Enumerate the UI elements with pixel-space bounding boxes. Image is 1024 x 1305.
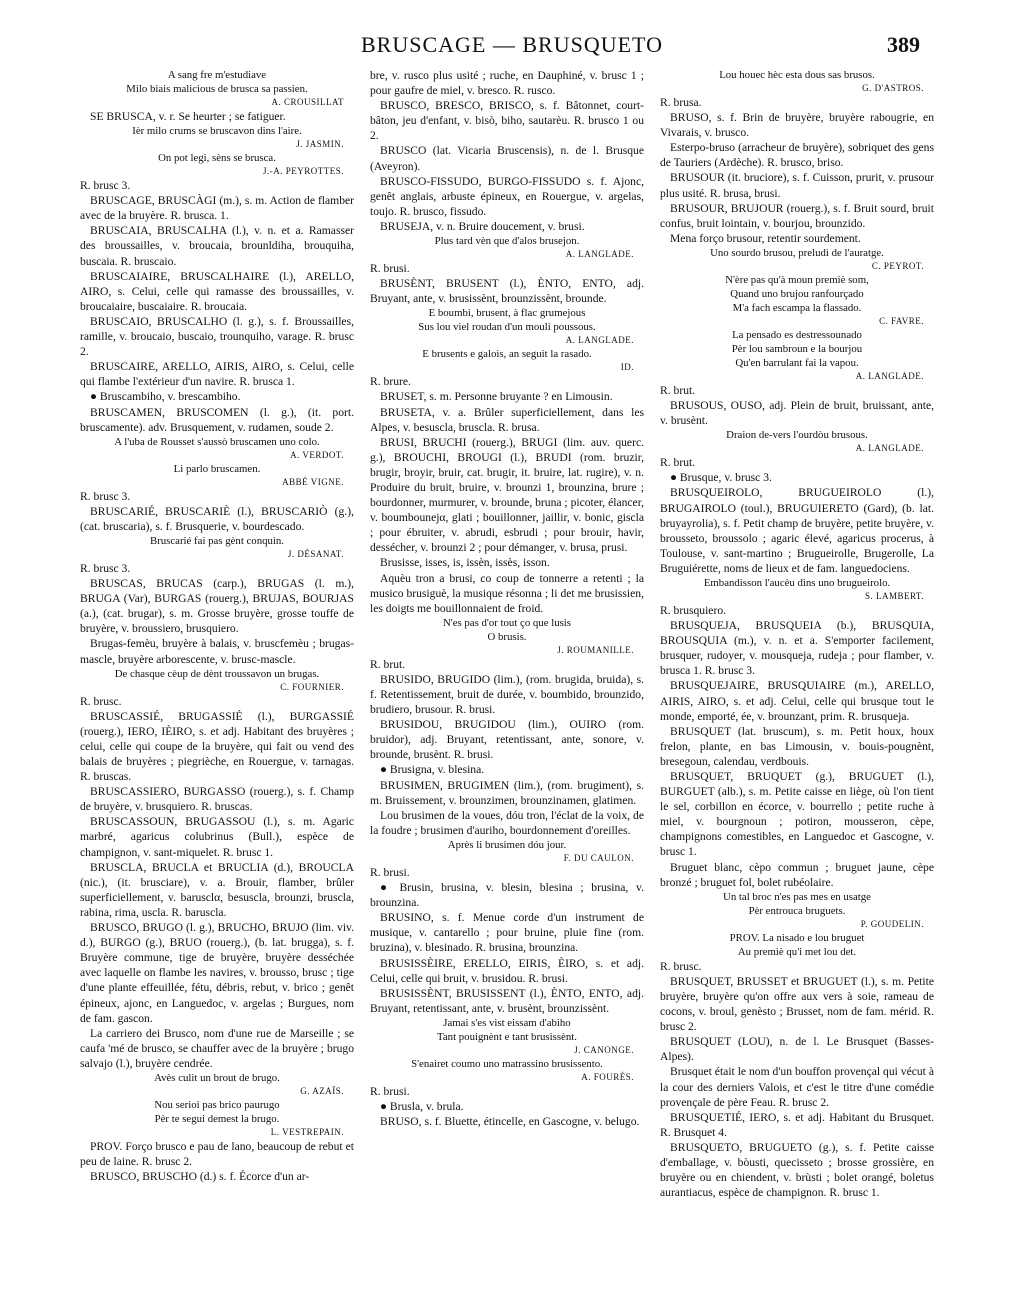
entry-paragraph: BRUSQUET, BRUQUET (g.), BRUGUET (l.), BURGUET (alb.), s. m. Petite caisse en liège, où l'on tient le sel, corbillon en écorce, v. bourrello ; petite ruche à miel, v. bourgnoun ; potiron, mousseron, cèpe, champignons comestibles, en Languedoc et Gascogne, v. brusc 1. (660, 770, 934, 859)
reference-line: R. brusi. (370, 865, 410, 879)
entry-paragraph: BRUSCAGE, BRUSCÀGI (m.), s. m. Action de flamber avec de la bruyère. R. brusca. 1. (80, 194, 354, 223)
attribution-line: S. LAMBERT. (864, 590, 924, 601)
attribution-line: C. FAVRE. (879, 315, 924, 326)
entry-paragraph: BRUSIDO, BRUGIDO (lim.), (rom. brugida, bruida), s. f. Retentissement, bruit de durée, v. boumbido, brounzido, brudiero, brusour. R. brusi. (370, 672, 644, 717)
column-2 (370, 68, 644, 1268)
quotation-line: Draion de-vers l'ourdòu brusous. (726, 429, 868, 442)
attribution-line: ABBÉ VIGNE. (282, 476, 344, 487)
entry-paragraph: Aquèu tron a brusi, co coup de tonnerre a retenti ; la musico brusiguè, la musique résonna ; li det me brusissien, les doigts me bouillonnaient de froid. (370, 571, 644, 615)
quotation-line: Embandisson l'aucèu dins uno brugueirolo. (703, 576, 891, 589)
quotation-line: Avès culit un brout de brugo. (154, 1071, 280, 1084)
attribution-line: A. FOURÈS. (581, 1071, 634, 1082)
entry-paragraph: Brusquet était le nom d'un bouffon provençal qui vécut à la cour des derniers Valois, et c'est le titre d'une comédie provençale de père Feau. R. brusc 2. (660, 1065, 934, 1109)
entry-paragraph: BRUSQUET (LOU), n. de l. Le Brusquet (Basses-Alpes). (660, 1035, 934, 1064)
reference-line: bre, v. rusco plus usité ; ruche, en Dauphiné, v. brusc 1 ; pour gaufre de miel, v. bresco. R. rusco. (370, 69, 644, 98)
quotation-line: Ièr milo crums se bruscavon dins l'aire. (132, 125, 302, 138)
entry-paragraph: BRUSQUEIROLO, BRUGUEIROLO (l.), BRUGAIROLO (toul.), BRUGUIERETO (Gard), (b. lat. bruyayrolia), s. f. Petit champ de bruyère, petite bruyère, v. brousseto, broussolo ; agaric élevé, agaricus procerus, à Toulouse, v. sant-martino ; Brugueirolle, Brugerolle, La Bruguiérette, noms de lieux et de fam. languedociens. (660, 486, 934, 575)
entry-paragraph: BRUSCAIAIRE, BRUSCALHAIRE (l.), ARELLO, AIRO, s. Celui, celle qui ramasse des broussailles, v. broucaiaire, buscaiaire. R. broucaia. (80, 269, 354, 313)
reference-line: R. brusa. (660, 96, 702, 109)
entry-paragraph: BRUSOUS, OUSO, adj. Plein de bruit, bruissant, ante, v. brusènt. (660, 399, 934, 428)
entry-paragraph: Esterpo-bruso (arracheur de bruyère), sobriquet des gens de Tauriers (Ardèche). R. brusco, briso. (660, 141, 934, 170)
entry-paragraph: BRUSCLA, BRUCLA et BRUCLIA (d.), BROUCLA (nic.), (it. brusciare), v. a. Brouir, flamber, brûler superficiellement, v. barusclα, besuscla, brounzi, bruscla, rabina, rima, uscla. R. baruscla. (80, 860, 354, 919)
entry-paragraph: BRUSOUR, BRUJOUR (rouerg.), s. f. Bruit sourd, bruit confus, bruit lointain, v. bourjou, brounzido. (660, 201, 934, 230)
attribution-line: A. CROUSILLAT (271, 97, 344, 107)
quotation-line: E brusents e galois, an seguit la rasado. (422, 348, 592, 361)
quotation-line: Uno sourdo brusou, preludi de l'auratge. (710, 246, 884, 259)
quotation-line: M'a fach escampa la flassado. (732, 301, 862, 314)
entry-paragraph: SE BRUSCA, v. r. Se heurter ; se fatiguer. (90, 110, 286, 123)
entry-paragraph: BRUSQUEJA, BRUSQUEIA (b.), BRUSQUIA, BROUSQUIA (m.), v. n. et a. S'emporter facilement, brusquer, rudoyer, v. mousqueja, rudeja ; pour flamber, v. brusca 1. R. brusc 3. (660, 619, 934, 678)
attribution-line: J. DÉSANAT. (287, 548, 344, 559)
attribution-line: A. LANGLADE. (565, 249, 634, 260)
entry-paragraph: BRUSQUETIÉ, IERO, s. et adj. Habitant du Brusquet. R. Brusquet 4. (660, 1110, 934, 1139)
entry-paragraph: BRUSCASSIÉ, BRUGASSIÉ (l.), BURGASSIÉ (rouerg.), IERO, IÈIRO, s. et adj. Habitant des bruyères ; celui, celle qui coupe de la bruyère, qui fait ou vend des balais de bruyères ; piegrièche, en Rouergue, v. tarnagas. R. bruscas. (80, 709, 354, 784)
quotation-line: Après li brusimen dóu jour. (447, 838, 567, 851)
attribution-line: J.-A. PEYROTTES. (262, 166, 344, 177)
quotation-line: Quand uno brujou ranfourçado (730, 287, 864, 300)
quotation-line: A l'uba de Rousset s'aussò bruscamen uno colo. (114, 435, 320, 448)
entry-paragraph: BRUSCO, BRESCO, BRISCO, s. f. Bâtonnet, court-bâton, jeu d'enfant, v. bisò, biho, sautarèu. R. brusco 1 ou 2. (370, 99, 644, 143)
reference-line: R. brusi. (370, 1084, 410, 1098)
attribution-line: F. DU CAULON. (563, 852, 634, 863)
reference-line: R. brusc 3. (80, 489, 131, 503)
entry-paragraph: BRUSQUET (lat. bruscum), s. m. Petit houx, houx frelon, plante, en bas Limousin, v. bouis-pougnènt, bresegoun, calendau, verdbouis. (660, 724, 934, 768)
quotation-line: Qu'en barrulant fai la vapou. (735, 356, 859, 369)
entry-paragraph: BRUSINO, s. f. Menue corde d'un instrument de musique, v. cantarello ; pour bruine, pluie fine (rom. bruzina), v. blesinado. R. brusina, brounzina. (370, 911, 644, 955)
attribution-line: C. FOURNIER. (280, 681, 344, 692)
attribution-line: J. CANONGE. (574, 1044, 634, 1055)
entry-paragraph: Lou brusimen de la voues, dóu tron, l'éclat de la voix, de la foudre ; brusimen d'auriho, bourdonnement d'oreilles. (370, 808, 644, 837)
entry-paragraph: BRUSCO, BRUSCHO (d.) s. f. Écorce d'un ar- (90, 1170, 310, 1184)
entry-paragraph: BRUSETA, v. a. Brûler superficiellement, dans les Alpes, v. besuscla, bruscla. R. brusa. (370, 405, 644, 434)
entry-paragraph: BRUSISSÈNT, BRUSISSENT (l.), ÈNTO, ENTO, adj. Bruyant, retentissant, ante, v. brusènt, brounzissènt. (370, 986, 644, 1015)
quotation-line: N'ère pas qu'à moun premiè som, (725, 273, 869, 286)
entry-paragraph: BRUSO, s. f. Bluette, étincelle, en Gascogne, v. belugo. (380, 1115, 640, 1129)
quotation-line: Au premiè qu'i met lou det. (737, 945, 857, 958)
entry-paragraph: PROV. Forço brusco e pau de lano, beaucoup de rebut et peu de laine. R. brusc 2. (80, 1139, 354, 1169)
attribution-line: C. PEYROT. (871, 260, 924, 271)
reference-line: R. brut. (660, 383, 696, 397)
entry-paragraph: BRUSCAIRE, ARELLO, AIRIS, AIRO, s. Celui, celle qui flambe l'extérieur d'un navire. R. brusca 1. (80, 360, 354, 389)
entry-paragraph: BRUSCO-FISSUDO, BURGO-FISSUDO s. f. Ajonc, genêt anglais, arbuste épineux, en Rouergue, v. argelas, toujo. R. brusco, fissudo. (370, 174, 644, 218)
quotation-line: On pot legi, sèns se brusca. (158, 152, 276, 165)
entry-paragraph: BRUSQUEJAIRE, BRUSQUIAIRE (m.), ARELLO, AIRIS, AIRO, s. et adj. Celui, celle qui brusque tout le monde, emporté, ée, v. brounzant, prim. R. brusqueja. (660, 679, 934, 723)
quotation-line: Plus tard vèn que d'alos brusejon. (434, 235, 580, 248)
entry-paragraph: BRUSCO, BRUGO (l. g.), BRUCHO, BRUJO (lim. viv. d.), BURGO (g.), BRUO (rouerg.), (b. lat. brugga), s. f. Bruyère commune, tige de bruyère, bruyère desséchée avec laquelle on flambe les navires, v. brousso, brusc ; tige d'une plante effeuillée, fétu, débris, rebut, v. brico ; genêt épineux, ajonc, en Languedoc, v. argelas ; Burgues, nom de fam. gascon. (80, 921, 354, 1025)
quotation-line: Li parlo bruscamen. (173, 462, 261, 475)
entry-paragraph: BRUSCAMEN, BRUSCOMEN (l. g.), (it. port. bruscamente). adv. Brusquement, v. rudamen, soude 2. (80, 405, 354, 434)
entry-paragraph: Brugas-femèu, bruyère à balais, v. bruscfemèu ; brugas-mascle, bruyère arborescente, v. brusc-mascle. (80, 637, 354, 666)
entry-paragraph: BRUSÈNT, BRUSENT (l.), ÈNTO, ENTO, adj. Bruyant, ante, v. brusissènt, brounzissènt, brounde. (370, 277, 644, 306)
entry-paragraph: BRUSCAIO, BRUSCALHO (l. g.), s. f. Broussailles, ramille, v. broucaio, buscaio, trounquiho, varage. R. brusc 2. (80, 314, 354, 359)
attribution-line: G. D'ASTROS. (862, 83, 924, 93)
quotation-line: PROV. La nisado e lou bruguet (729, 931, 865, 944)
attribution-line: J. JASMIN. (296, 139, 344, 150)
entry-paragraph: BRUSO, s. f. Brin de bruyère, bruyère rabougrie, en Vivarais, v. brusco. (660, 111, 934, 140)
entry-paragraph: BRUSISSÈIRE, ERELLO, EIRIS, ÈIRO, s. et adj. Celui, celle qui bruit, v. brusidou. R. brusi. (370, 956, 644, 985)
entry-paragraph: BRUSET, s. m. Personne bruyante ? en Limousin. (380, 390, 613, 404)
quotation-line: Milo biais malicious de brusca sa passien. (126, 83, 308, 95)
quotation-line: La pensado es destressounado (732, 328, 862, 341)
attribution-line: A. LANGLADE. (855, 443, 924, 454)
quotation-line: Lou houec hèc esta dous sas brusos. (719, 69, 875, 81)
reference-line: R. brusc 3. (80, 179, 131, 193)
entry-paragraph: BRUSQUET, BRUSSET et BRUGUET (l.), s. m. Petite bruyère, bruyère qu'on offre aux vers à soie, rameau de cocons, v. broul, genèsto ; Brusset, nom de fam. mérid. R. brusc 2. (660, 974, 934, 1034)
quotation-line: S'enairet coumo uno matrassino brusissento. (411, 1057, 603, 1070)
reference-line: R. brusc. (660, 959, 702, 973)
quotation-line: De chasque cèup de dènt troussavon un brugas. (114, 667, 320, 680)
entry-paragraph: BRUSQUETO, BRUGUETO (g.), s. f. Petite caisse d'emballage, v. bòusti, quecisseto ; brosse grossière, en bruyère ou en chiendent, v. brùsti ; bolet orangé, boletus aurantiacus, espèce de champignon. R. brusc 1. (660, 1140, 934, 1200)
reference-line: R. brut. (660, 456, 696, 470)
entry-paragraph: BRUSCAIA, BRUSCALHA (l.), v. n. et a. Ramasser des broussailles, v. broucaia, brounldiha, brouquiha, buscaia. R. bruscaio. (80, 224, 354, 268)
entry-paragraph: BRUSI, BRUCHI (rouerg.), BRUGI (lim. auv. querc. g.), BROUCHI, BROUGI (l.), BRUDI (rom. bruzir, brugir, broyir, bruir, cat. brugir, it. bruire, lat. rugire), v. n. Produire du bruit, bruire, v. brounzi 1, brounzina, brure ; bourdonner, murmurer, v. brounde, bruna ; picoter, élancer, v. boumbounejα, glati ; bouillonner, jaillir, v. bonic, giscla ; pour ébruiter, v. abrudi, esbrudi ; pour brouir, havir, dessécher, v. brounzi 2 ; pour démanger, v. brusa, prusi. (370, 435, 644, 555)
entry-paragraph: BRUSIMEN, BRUGIMEN (lim.), (rom. brugiment), s. m. Bruissement, v. brounzimen, brounzinamen, glatimen. (370, 778, 644, 807)
entry-paragraph: Brusisse, isses, is, issèn, issès, isson. (380, 556, 550, 570)
column-1 (80, 68, 354, 1268)
attribution-line: ID. (620, 362, 634, 373)
running-title: BRUSCAGE — BRUSQUETO (361, 32, 663, 57)
entry-paragraph: ● Brusla, v. brula. (380, 1099, 464, 1113)
attribution-line: P. GOUDELIN. (860, 918, 924, 929)
entry-paragraph: BRUSOUR (it. bruciore), s. f. Cuisson, prurit, v. prusour plus usité. R. brusa, brusi. (660, 171, 934, 200)
reference-line: R. brusi. (370, 262, 410, 276)
entry-paragraph: BRUSCAS, BRUCAS (carp.), BRUGAS (l. m.), BRUGA (Var), BURGAS (rouerg.), BRUJAS, BOURJAS (a.), (cat. brugar), s. m. Grosse bruyère, grosse touffe de bruyère, v. broussiero, brusquiero. (80, 577, 354, 636)
attribution-line: J. ROUMANILLE. (557, 644, 634, 655)
dictionary-columns (80, 68, 934, 1278)
entry-paragraph: Mena forço brusour, retentir sourdement. (670, 231, 861, 245)
quotation-line: Nou serioi pas brico paurugo (154, 1098, 280, 1111)
page-header (0, 30, 1024, 64)
attribution-line: L. VESTREPAIN. (270, 1126, 344, 1137)
attribution-line: A. VERDOT. (290, 449, 344, 460)
quotation-line: N'es pas d'or tout ço que lusis (442, 616, 572, 629)
entry-paragraph: Bruguet blanc, cèpo commun ; bruguet jaune, cèpe bronzé ; bruguet fol, bolet rubéolaire. (660, 860, 934, 889)
reference-line: R. brut. (370, 657, 406, 671)
entry-paragraph: BRUSCASSIERO, BURGASSO (rouerg.), s. f. Champ de bruyère, v. brusquiero. R. bruscas. (80, 785, 354, 814)
quotation-line: O brusis. (487, 630, 527, 643)
entry-paragraph: ● Bruscambiho, v. brescambiho. (90, 390, 241, 404)
entry-paragraph: BRUSCO (lat. Vicaria Bruscensis), n. de l. Brusque (Aveyron). (370, 144, 644, 173)
entry-paragraph: BRUSCARIÉ, BRUSCARIÈ (l.), BRUSCARIÒ (g.), (cat. bruscaria), s. f. Brusquerie, v. bourdescado. (80, 504, 354, 533)
quotation-line: A sang fre m'estudiave (167, 69, 267, 81)
reference-line: R. brusc. (80, 694, 122, 708)
quotation-line: Pèr lou sambroun e la bourjou (731, 342, 863, 355)
page-number: 389 (887, 32, 920, 57)
quotation-line: Pèr entrouca bruguets. (748, 904, 846, 917)
reference-line: R. brure. (370, 375, 411, 389)
quotation-line: Pèr te segui demest la brugo. (154, 1112, 280, 1125)
entry-paragraph: ● Brusin, brusina, v. blesin, blesina ; brusina, v. brounzina. (370, 881, 644, 910)
entry-paragraph: ● Brusque, v. brusc 3. (670, 471, 772, 485)
attribution-line: A. LANGLADE. (855, 370, 924, 381)
column-3 (660, 68, 934, 1268)
quotation-line: Jamai s'es vist eissam d'abiho (443, 1016, 571, 1029)
entry-paragraph: La carriero dei Brusco, nom d'une rue de Marseille ; se caufa 'mé de brusco, se chauffer avec de la bruyère ; brugo salvajo (l.), bruyère cendrée. (80, 1026, 354, 1070)
entry-paragraph: BRUSEJA, v. n. Bruire doucement, v. brusi. (380, 219, 585, 233)
attribution-line: G. AZAÏS. (300, 1085, 344, 1096)
quotation-line: Sus lou viel roudan d'un mouli poussous. (418, 321, 596, 334)
entry-paragraph: ● Brusigna, v. blesina. (380, 763, 485, 777)
reference-line: R. brusc 3. (80, 561, 131, 575)
quotation-line: E boumbi, brusent, à flac grumejous (428, 307, 586, 320)
quotation-line: Tant pouignènt e tant brusissènt. (437, 1030, 577, 1043)
quotation-line: Bruscarié fai pas gènt conquin. (149, 534, 285, 547)
quotation-line: Un tal broc n'es pas mes en usatge (723, 890, 871, 903)
reference-line: R. brusquiero. (660, 603, 727, 617)
entry-paragraph: BRUSCASSOUN, BRUGASSOU (l.), s. m. Agaric marbré, agaricus colubrinus (Bull.), espèce de champignon, v. sant-miquelet. R. brusc 1. (80, 815, 354, 859)
entry-paragraph: BRUSIDOU, BRUGIDOU (lim.), OUIRO (rom. bruidor), adj. Bruyant, retentissant, ante, sonore, v. brounde, brusènt. R. brusi. (370, 718, 644, 762)
attribution-line: A. LANGLADE. (565, 335, 634, 346)
